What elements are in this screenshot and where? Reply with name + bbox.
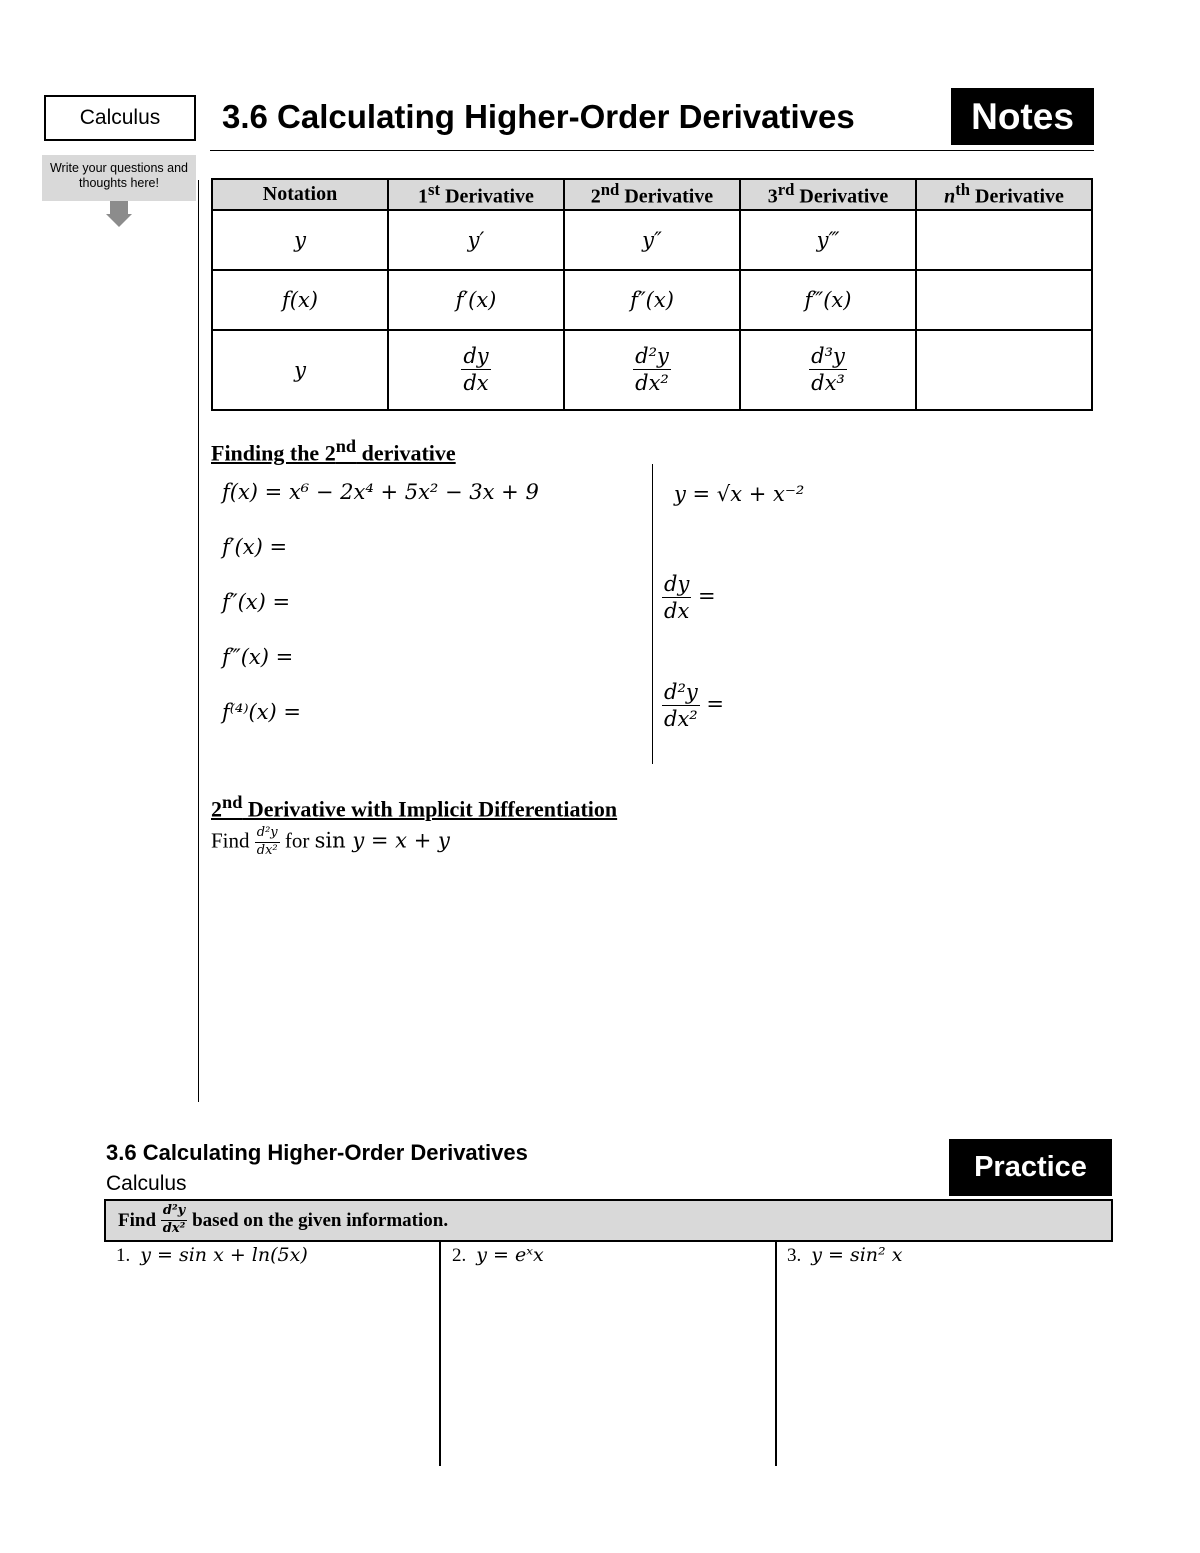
fraction-d3y-dx3: $\frac{\text{d³y}}{\text{dx³}}$ bbox=[811, 344, 845, 396]
column-divider bbox=[775, 1242, 777, 1466]
header-nth: $n^{th}$ Derivative bbox=[916, 179, 1092, 210]
table-cell bbox=[916, 270, 1092, 330]
title-divider bbox=[210, 150, 1094, 151]
notation-table bbox=[211, 178, 1093, 411]
equation-f-triple-prime: f‴(x) = bbox=[222, 645, 294, 669]
table-cell bbox=[388, 330, 564, 410]
table-cell bbox=[916, 330, 1092, 410]
problem-3: 3. y = sin² x bbox=[787, 1244, 903, 1266]
notes-badge: Notes bbox=[951, 88, 1094, 145]
header-notation: Notation bbox=[212, 179, 388, 210]
fraction-dy-dx: $\frac{dy}{dx}$ bbox=[463, 344, 489, 396]
equation-f-double-prime: f″(x) = bbox=[222, 590, 291, 614]
course-label: Calculus bbox=[44, 95, 196, 141]
column-divider bbox=[652, 464, 653, 764]
table-row bbox=[212, 210, 1092, 270]
table-header-row bbox=[212, 179, 1092, 210]
equation-f-fourth: f⁽⁴⁾(x) = bbox=[222, 700, 302, 724]
header-second: 2nd Derivative bbox=[564, 179, 740, 210]
table-cell: y′ bbox=[388, 210, 564, 270]
margin-divider bbox=[198, 180, 199, 1102]
page-title: 3.6 Calculating Higher-Order Derivatives bbox=[222, 98, 855, 135]
equation-f-prime: f′(x) = bbox=[222, 535, 288, 559]
notes-callout: Write your questions and thoughts here! bbox=[42, 155, 196, 201]
table-cell: y bbox=[212, 330, 388, 410]
practice-title: 3.6 Calculating Higher-Order Derivatives bbox=[106, 1140, 528, 1165]
section-heading-implicit: 2nd Derivative with Implicit Differentiation bbox=[211, 792, 618, 822]
implicit-task: Find $\frac{\text{d²y}}{\text{dx²}}$ for sin y = x + y bbox=[211, 825, 450, 858]
fraction-d2y-dx2: $\frac{\text{d²y}}{\text{dx²}}$ bbox=[635, 344, 669, 396]
column-divider bbox=[439, 1242, 441, 1466]
table-cell bbox=[916, 210, 1092, 270]
table-cell: f‴(x) bbox=[740, 270, 916, 330]
equation-y: y = √x + x⁻² bbox=[674, 482, 805, 506]
equation-fx: f(x) = x⁶ − 2x⁴ + 5x² − 3x + 9 bbox=[222, 480, 539, 504]
practice-course: Calculus bbox=[106, 1172, 187, 1195]
table-cell bbox=[740, 330, 916, 410]
table-cell bbox=[564, 330, 740, 410]
practice-badge: Practice bbox=[949, 1139, 1112, 1196]
table-row bbox=[212, 270, 1092, 330]
problem-2: 2. y = eˣx bbox=[452, 1244, 544, 1266]
practice-instruction: Find $\frac{\text{d²y}}{\text{dx²}}$ based on the given information. bbox=[104, 1199, 1113, 1242]
table-cell: f″(x) bbox=[564, 270, 740, 330]
problem-1: 1. y = sin x + ln(5x) bbox=[116, 1244, 308, 1266]
header-first: 1st Derivative bbox=[388, 179, 564, 210]
equation-dy-dx: $\frac{dy}{dx}$ = bbox=[664, 572, 716, 624]
table-cell: f(x) bbox=[212, 270, 388, 330]
equation-d2y-dx2: $\frac{\text{d²y}}{\text{dx²}}$ = bbox=[664, 680, 725, 732]
table-row bbox=[212, 330, 1092, 410]
table-cell: y bbox=[212, 210, 388, 270]
table-cell: y‴ bbox=[740, 210, 916, 270]
table-cell: f′(x) bbox=[388, 270, 564, 330]
header-third: 3rd Derivative bbox=[740, 179, 916, 210]
table-cell: y″ bbox=[564, 210, 740, 270]
section-heading-second-derivative: Finding the 2nd derivative bbox=[211, 436, 456, 466]
